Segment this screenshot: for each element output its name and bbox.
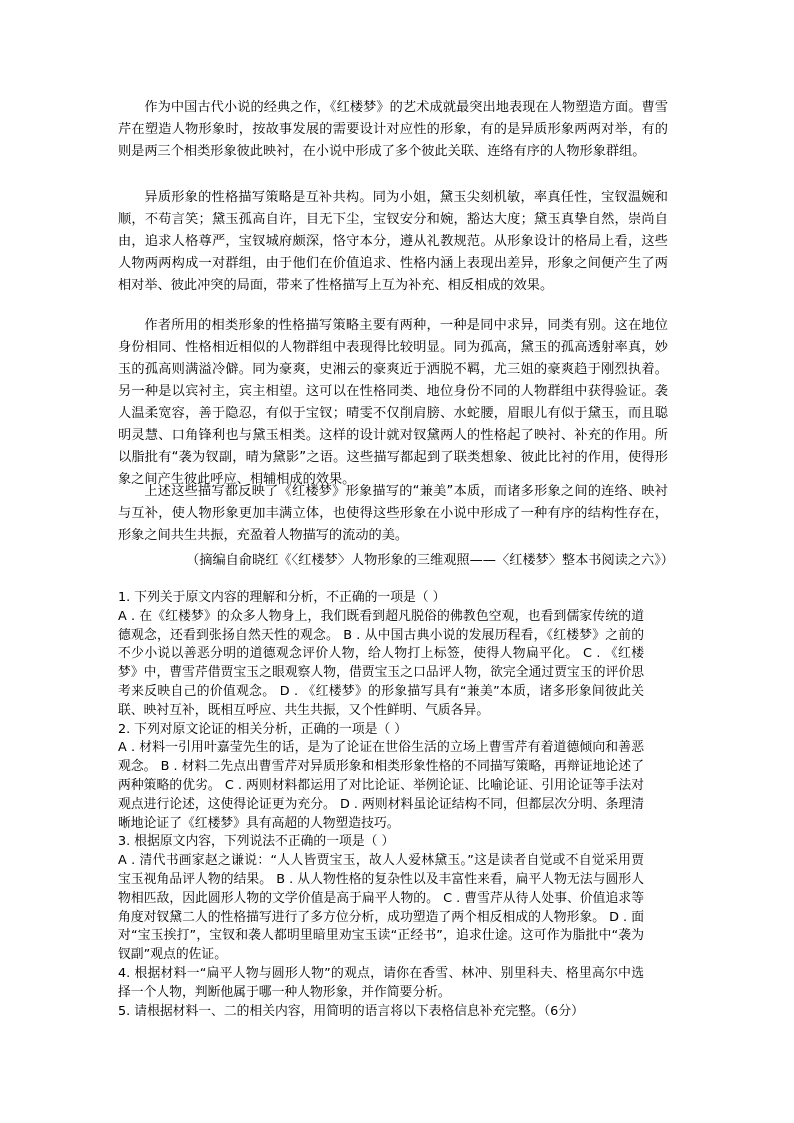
question-2-options: A . 材料一引用叶嘉莹先生的话，是为了论证在世俗生活的立场上曹雪芹有着道德倾向和善恶观念。 B . 材料二先点出曹雪芹对异质形象和相类形象性格的不同描写策略，再辩证地论述了两种策略的优劣。 C . 两则材料都运用了对比论证、举例论证、比喻论证、引用论证等手法对观点进行论述，这使得论证更为充分。 D . 两则材料虽论证结构不同，但都层次分明、条理清晰地论证了《红楼梦》具有高超的人物塑造技巧。 <box>118 740 644 831</box>
article-paragraph-4: 上述这些描写都反映了《红楼梦》形象描写的“兼美”本质，而诸多形象之间的连络、映衬与互补，使人物形象更加丰满立体，也使得这些形象在小说中形成了一种有序的结构性存在，形象之间共生共振，充盈着人物描写的流动的美。 <box>118 484 668 543</box>
article-paragraph-1: 作为中国古代小说的经典之作，《红楼梦》的艺术成就最突出地表现在人物塑造方面。曹雪芹在塑造人物形象时，按故事发展的需要设计对应性的形象，有的是异质形象两两对举，有的则是两三个相类形象彼此映衬，在小说中形成了多个彼此关联、连络有序的人物形象群组。 <box>118 100 668 159</box>
question-3-options: A . 清代书画家赵之谦说：“人人皆贾宝玉，故人人爱林黛玉。”这是读者自觉或不自觉采用贾宝玉视角品评人物的结果。 B . 从人物性格的复杂性以及丰富性来看，扁平人物无法与圆形人物相匹敌，因此圆形人物的文学价值是高于扁平人物的。 C . 曹雪芹从待人处事、价值追求等角度对钗黛二人的性格描写进行了多方位分析，成功塑造了两个相反相成的人物形象。 D . 面对“宝玉挨打”，宝钗和袭人都明里暗里劝宝玉读“正经书”，追求仕途。这可作为脂批中“袭为钗副”观点的佐证。 <box>118 853 644 963</box>
question-4: 4. 根据材料一“扁平人物与圆形人物”的观点，请你在香雪、林冲、别里科夫、格里高尔中选择一个人物，判断他属于哪一种人物形象，并作简要分析。 <box>118 965 644 1000</box>
question-3-stem: 3. 根据原文内容，下列说法不正确的一项是（ ） <box>118 834 395 850</box>
question-2-stem: 2. 下列对原文论证的相关分析，正确的一项是（ ） <box>118 721 408 737</box>
article-paragraph-2: 异质形象的性格描写策略是互补共构。同为小姐，黛玉尖刻机敏，率真任性，宝钗温婉和顺，不苟言笑；黛玉孤高自许，目无下尘，宝钗安分和婉，豁达大度；黛玉真挚自然，崇尚自由，追求人格尊严，宝钗城府颇深，恪守本分，遵从礼教规范。从形象设计的格局上看，这些人物两两构成一对群组，由于他们在价值追求、性格内涵上表现出差异，形象之间便产生了两相对举、彼此冲突的局面，带来了性格描写上互为补充、相反相成的效果。 <box>118 190 668 293</box>
question-list <box>118 589 644 1021</box>
question-1-stem: 1. 下列关于原文内容的理解和分析，不正确的一项是（ ） <box>118 590 446 605</box>
question-5: 5. 请根据材料一、二的相关内容，用简明的语言将以下表格信息补充完整。（6分） <box>118 1003 584 1019</box>
question-1-options: A . 在《红楼梦》的众多人物身上，我们既看到超凡脱俗的佛教色空观，也看到儒家传统的道德观念，还看到张扬自然天性的观念。 B . 从中国古典小说的发展历程看，《红楼梦》之前的不少小说以善恶分明的道德观念评价人物，给人物打上标签，使得人物扁平化。 C . 《红楼梦》中，曹雪芹借贾宝玉之眼观察人物，借贾宝玉之口品评人物，欲完全通过贾宝玉的评价思考来反映自己的价值观念。 D . 《红楼梦》的形象描写具有“兼美”本质，诸多形象间彼此关联、映衬互补，既相互呼应、共生共振，又个性鲜明、气质各异。 <box>118 608 644 718</box>
article-paragraph-3: 作者所用的相类形象的性格描写策略主要有两种，一种是同中求异，同类有别。这在地位身份相同、性格相近相似的人物群组中表现得比较明显。同为孤高，黛玉的孤高透射率真，妙玉的孤高则满溢冷僻。同为豪爽，史湘云的豪爽近于洒脱不羁，尤三姐的豪爽趋于刚烈执着。另一种是以宾衬主，宾主相望。这可以在性格同类、地位身份不同的人物群组中获得验证。袭人温柔宽容，善于隐忍，有似于宝钗；晴雯不仅削肩膀、水蛇腰，眉眼儿有似于黛玉，而且聪明灵慧、口角锋利也与黛玉相类。这样的设计就对钗黛两人的性格起了映衬、补充的作用。所以脂批有“袭为钗副，晴为黛影”之语。这些描写都起到了联类想象、彼此比衬的作用，使得形象之间产生彼此呼应、相辅相成的效果。 <box>118 318 668 487</box>
article-citation: （摘编自俞晓红《〈红楼梦〉人物形象的三维观照——〈红楼梦〉整本书阅读之六》） <box>186 553 674 568</box>
